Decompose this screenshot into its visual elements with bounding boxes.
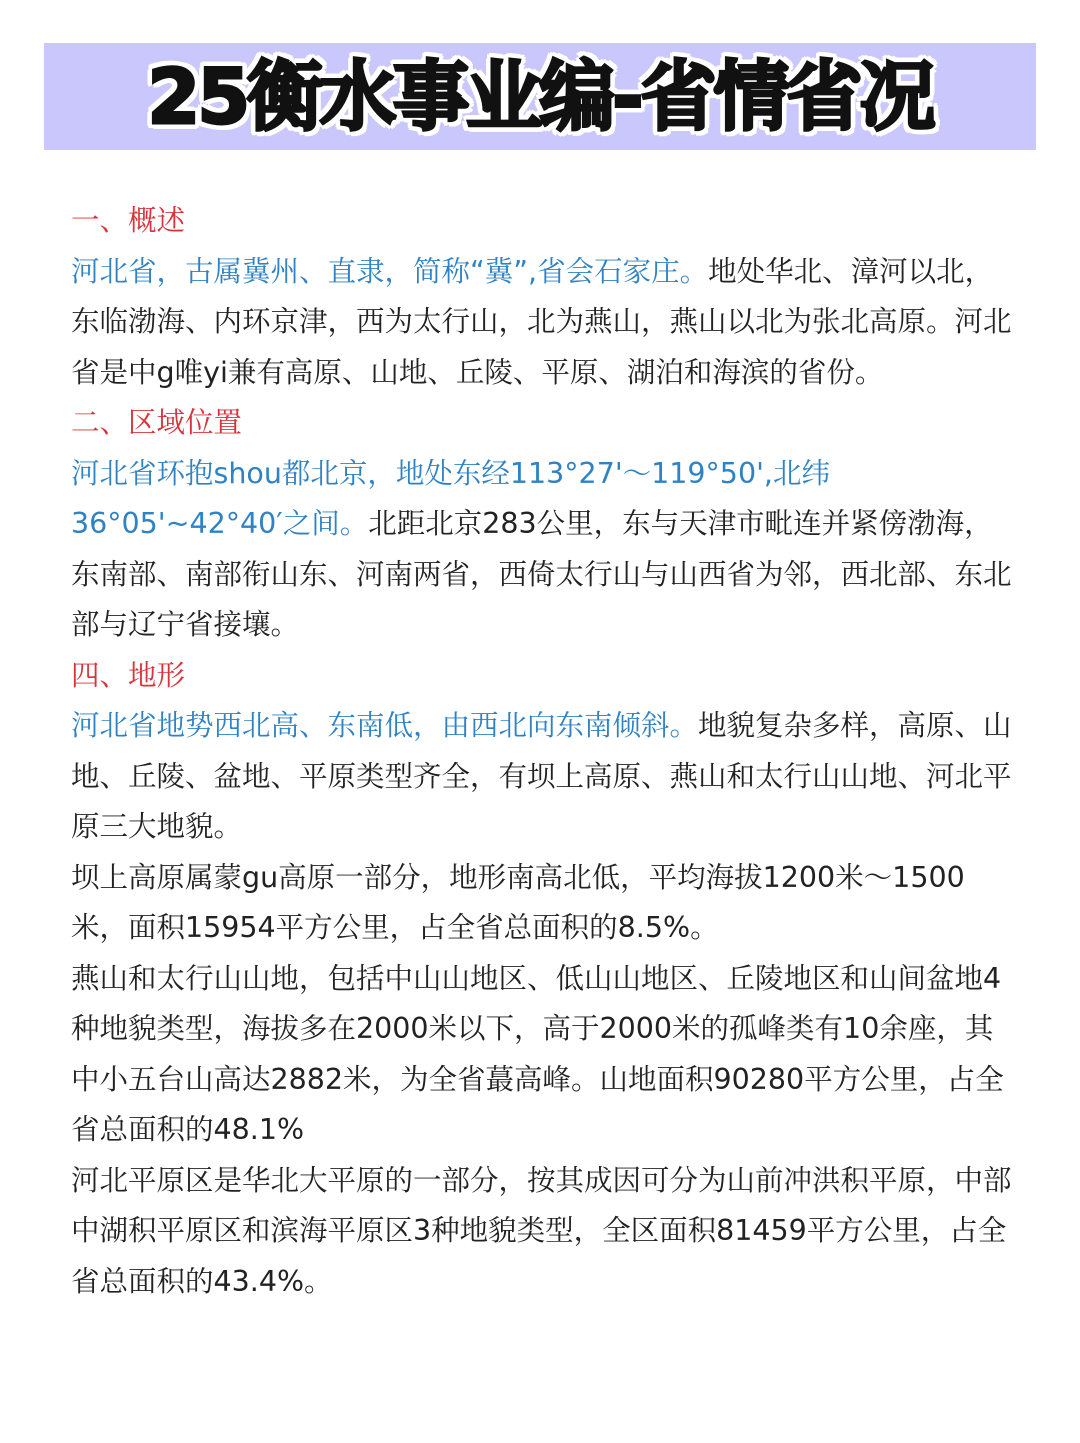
section-heading-terrain: 四、地形 bbox=[71, 658, 186, 692]
location-highlight-line1: 河北省环抱shou都北京，地处东经113°27'～119°50',北纬 bbox=[71, 456, 830, 490]
terrain-paragraph-3: 燕山和太行山山地，包括中山山地区、低山山地区、丘陵地区和山间盆地4种地貌类型，海拔多在2000米以下，高于2000米的孤峰类有10余座，其中小五台山高达2882米，为全省蕞高峰。山地面积90280平方公里，占全省总面积的48.1% bbox=[71, 961, 1004, 1146]
terrain-paragraph-4: 河北平原区是华北大平原的一部分，按其成因可分为山前冲洪积平原，中部中湖积平原区和滨海平原区3种地貌类型，全区面积81459平方公里，占全省总面积的43.4%。 bbox=[71, 1163, 1012, 1298]
terrain-highlight: 河北省地势西北高、东南低，由西北向东南倾斜。 bbox=[71, 709, 699, 742]
overview-paragraph bbox=[71, 247, 1016, 399]
overview-text: 地处华北、漳河以北，东临渤海、内环京津，西为太行山，北为燕山，燕山以北为张北高原。河北省是中g唯yi兼有高原、山地、丘陵、平原、湖泊和海滨的省份。 bbox=[71, 254, 1012, 389]
article-content bbox=[71, 196, 1016, 1307]
location-text: 北距北京283公里，东与天津市毗连并紧傍渤海，东南部、南部衔山东、河南两省，西倚太行山与山西省为邻，西北部、东北部与辽宁省接壤。 bbox=[71, 507, 1012, 641]
location-paragraph bbox=[71, 449, 1016, 651]
overview-highlight: 河北省，古属冀州、直隶，简称“冀”,省会石家庄。 bbox=[71, 254, 709, 288]
page-title: 25衡水事业编-省情省况 bbox=[147, 51, 933, 141]
section-heading-location: 二、区域位置 bbox=[71, 406, 243, 439]
terrain-text: 地貌复杂多样，高原、山地、丘陵、盆地、平原类型齐全，有坝上高原、燕山和太行山山地、河北平原三大地貌。 bbox=[71, 709, 1012, 843]
title-banner bbox=[44, 43, 1036, 150]
terrain-paragraph-1 bbox=[71, 701, 1016, 853]
terrain-paragraph-2: 坝上高原属蒙gu高原一部分，地形南高北低，平均海拔1200米～1500米，面积15954平方公里，占全省总面积的8.5%。 bbox=[71, 860, 965, 944]
location-highlight-line2: 36°05'~42°40′之间。 bbox=[71, 507, 369, 540]
section-heading-overview: 一、概述 bbox=[71, 204, 186, 237]
